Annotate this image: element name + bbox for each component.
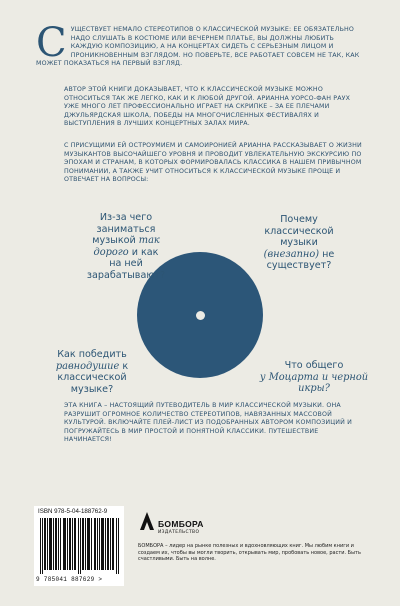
content-paragraph: С ПРИСУЩИМИ ЕЙ ОСТРОУМИЕМ И САМОИРОНИЕЙ АРИАННА РАССКАЗЫВАЕТ О ЖИЗНИ МУЗЫКАНТОВ ВЫСОЧАЙШЕГО УРОВНЯ И ПРОВОДИТ УВЛЕКАТЕЛЬНУЮ ЭКСКУРСИЮ ПО ЭПОХАМ И СТРАНАМ, В КОТОРЫХ ФОРМИРОВАЛАСЬ КЛАССИКА В НАШЕМ ПРИВЫЧНОМ ПОНИМАНИИ, А ТАКЖЕ УЧИТ ОТНОСИТЬСЯ К КЛАССИЧЕСКОЙ МУЗЫКЕ ПРОЩЕ И ОТВЕЧАЕТ НА ВОПРОСЫ: <box>64 142 362 184</box>
summary-paragraph: ЭТА КНИГА – НАСТОЯЩИЙ ПУТЕВОДИТЕЛЬ В МИР КЛАССИЧЕСКОЙ МУЗЫКИ. ОНА РАЗРУШИТ ОГРОМНОЕ КОЛИЧЕСТВО СТЕРЕОТИПОВ, НАВЯЗАННЫХ МАССОВОЙ КУЛЬТУРОЙ. ВКЛЮЧАЙТЕ ПЛЕЙ-ЛИСТ ИЗ ПОДОБРАННЫХ АВТОРОМ КОМПОЗИЦИЙ И ПОГРУЖАЙТЕСЬ В МИР ПРОСТОЙ И ПОНЯТНОЙ КЛАССИКИ. ПУТЕШЕСТВИЕ НАЧИНАЕТСЯ! <box>64 402 353 444</box>
question-indifference: Как победить равнодушие к классической музыке? <box>55 349 129 395</box>
barcode-panel <box>34 506 124 586</box>
question-cost: Из-за чего заниматься музыкой так дорого и как на ней зарабатывают? <box>86 212 166 281</box>
drop-cap: С <box>36 20 67 66</box>
isbn-label: ISBN 978-5-04-188762-9 <box>38 508 108 515</box>
publisher-description: БОМБОРА – лидер на рынке полезных и вдохновляющих книг. Мы любим книги и создаем их, чтобы вы могли творить, открывать мир, пробовать новое, расти. Быть счастливыми. Быть на волне. <box>138 543 361 563</box>
publisher-name: БОМБОРА <box>158 519 204 529</box>
barcode-icon <box>40 518 120 574</box>
barcode-digits: 9 785041 887629 > <box>36 576 103 583</box>
bombora-logo-icon <box>138 510 156 532</box>
intro-paragraph <box>36 20 366 69</box>
question-no-classical: Почему классической музыки (внезапно) не существует? <box>263 214 335 272</box>
record-center-hole <box>196 311 205 320</box>
intro-text: УЩЕСТВУЕТ НЕМАЛО СТЕРЕОТИПОВ О КЛАССИЧЕСКОЙ МУЗЫКЕ: ЕЕ ОБЯЗАТЕЛЬНО НАДО СЛУШАТЬ В КОСТЮМЕ ИЛИ ВЕЧЕРНЕМ ПЛАТЬЕ, ВЫ ДОЛЖНЫ ЛЮБИТЬ КАЖДУЮ КОМПОЗИЦИЮ, А НА КОНЦЕРТАХ СИДЕТЬ С СЕРЬЕЗНЫМ ЛИЦОМ И ПРОНИКНОВЕННЫМ ВЗГЛЯДОМ. НО ПОВЕРЬТЕ, ВСЕ РАБОТАЕТ СОВСЕМ НЕ ТАК, КАК МОЖЕТ ПОКАЗАТЬСЯ НА ПЕРВЫЙ ВЗГЛЯД. <box>36 26 360 68</box>
author-paragraph: АВТОР ЭТОЙ КНИГИ ДОКАЗЫВАЕТ, ЧТО К КЛАССИЧЕСКОЙ МУЗЫКЕ МОЖНО ОТНОСИТЬСЯ ТАК ЖЕ ЛЕГКО, КАК И К ЛЮБОЙ ДРУГОЙ. АРИАННА УОРСО-ФАН РАУХ УЖЕ МНОГО ЛЕТ ПРОФЕССИОНАЛЬНО ИГРАЕТ НА СКРИПКЕ – ЗА ЕЕ ПЛЕЧАМИ ДЖУЛЬЯРДСКАЯ ШКОЛА, ПОБЕДЫ НА МНОГОЧИСЛЕННЫХ ФЕСТИВАЛЯХ И ВЫСТУПЛЕНИЯ В ЛУЧШИХ КОНЦЕРТНЫХ ЗАЛАХ МИРА. <box>64 86 351 128</box>
publisher-subtitle: ИЗДАТЕЛЬСТВО <box>158 530 200 535</box>
question-mozart: Что общего у Моцарта и черной икры? <box>259 360 369 395</box>
